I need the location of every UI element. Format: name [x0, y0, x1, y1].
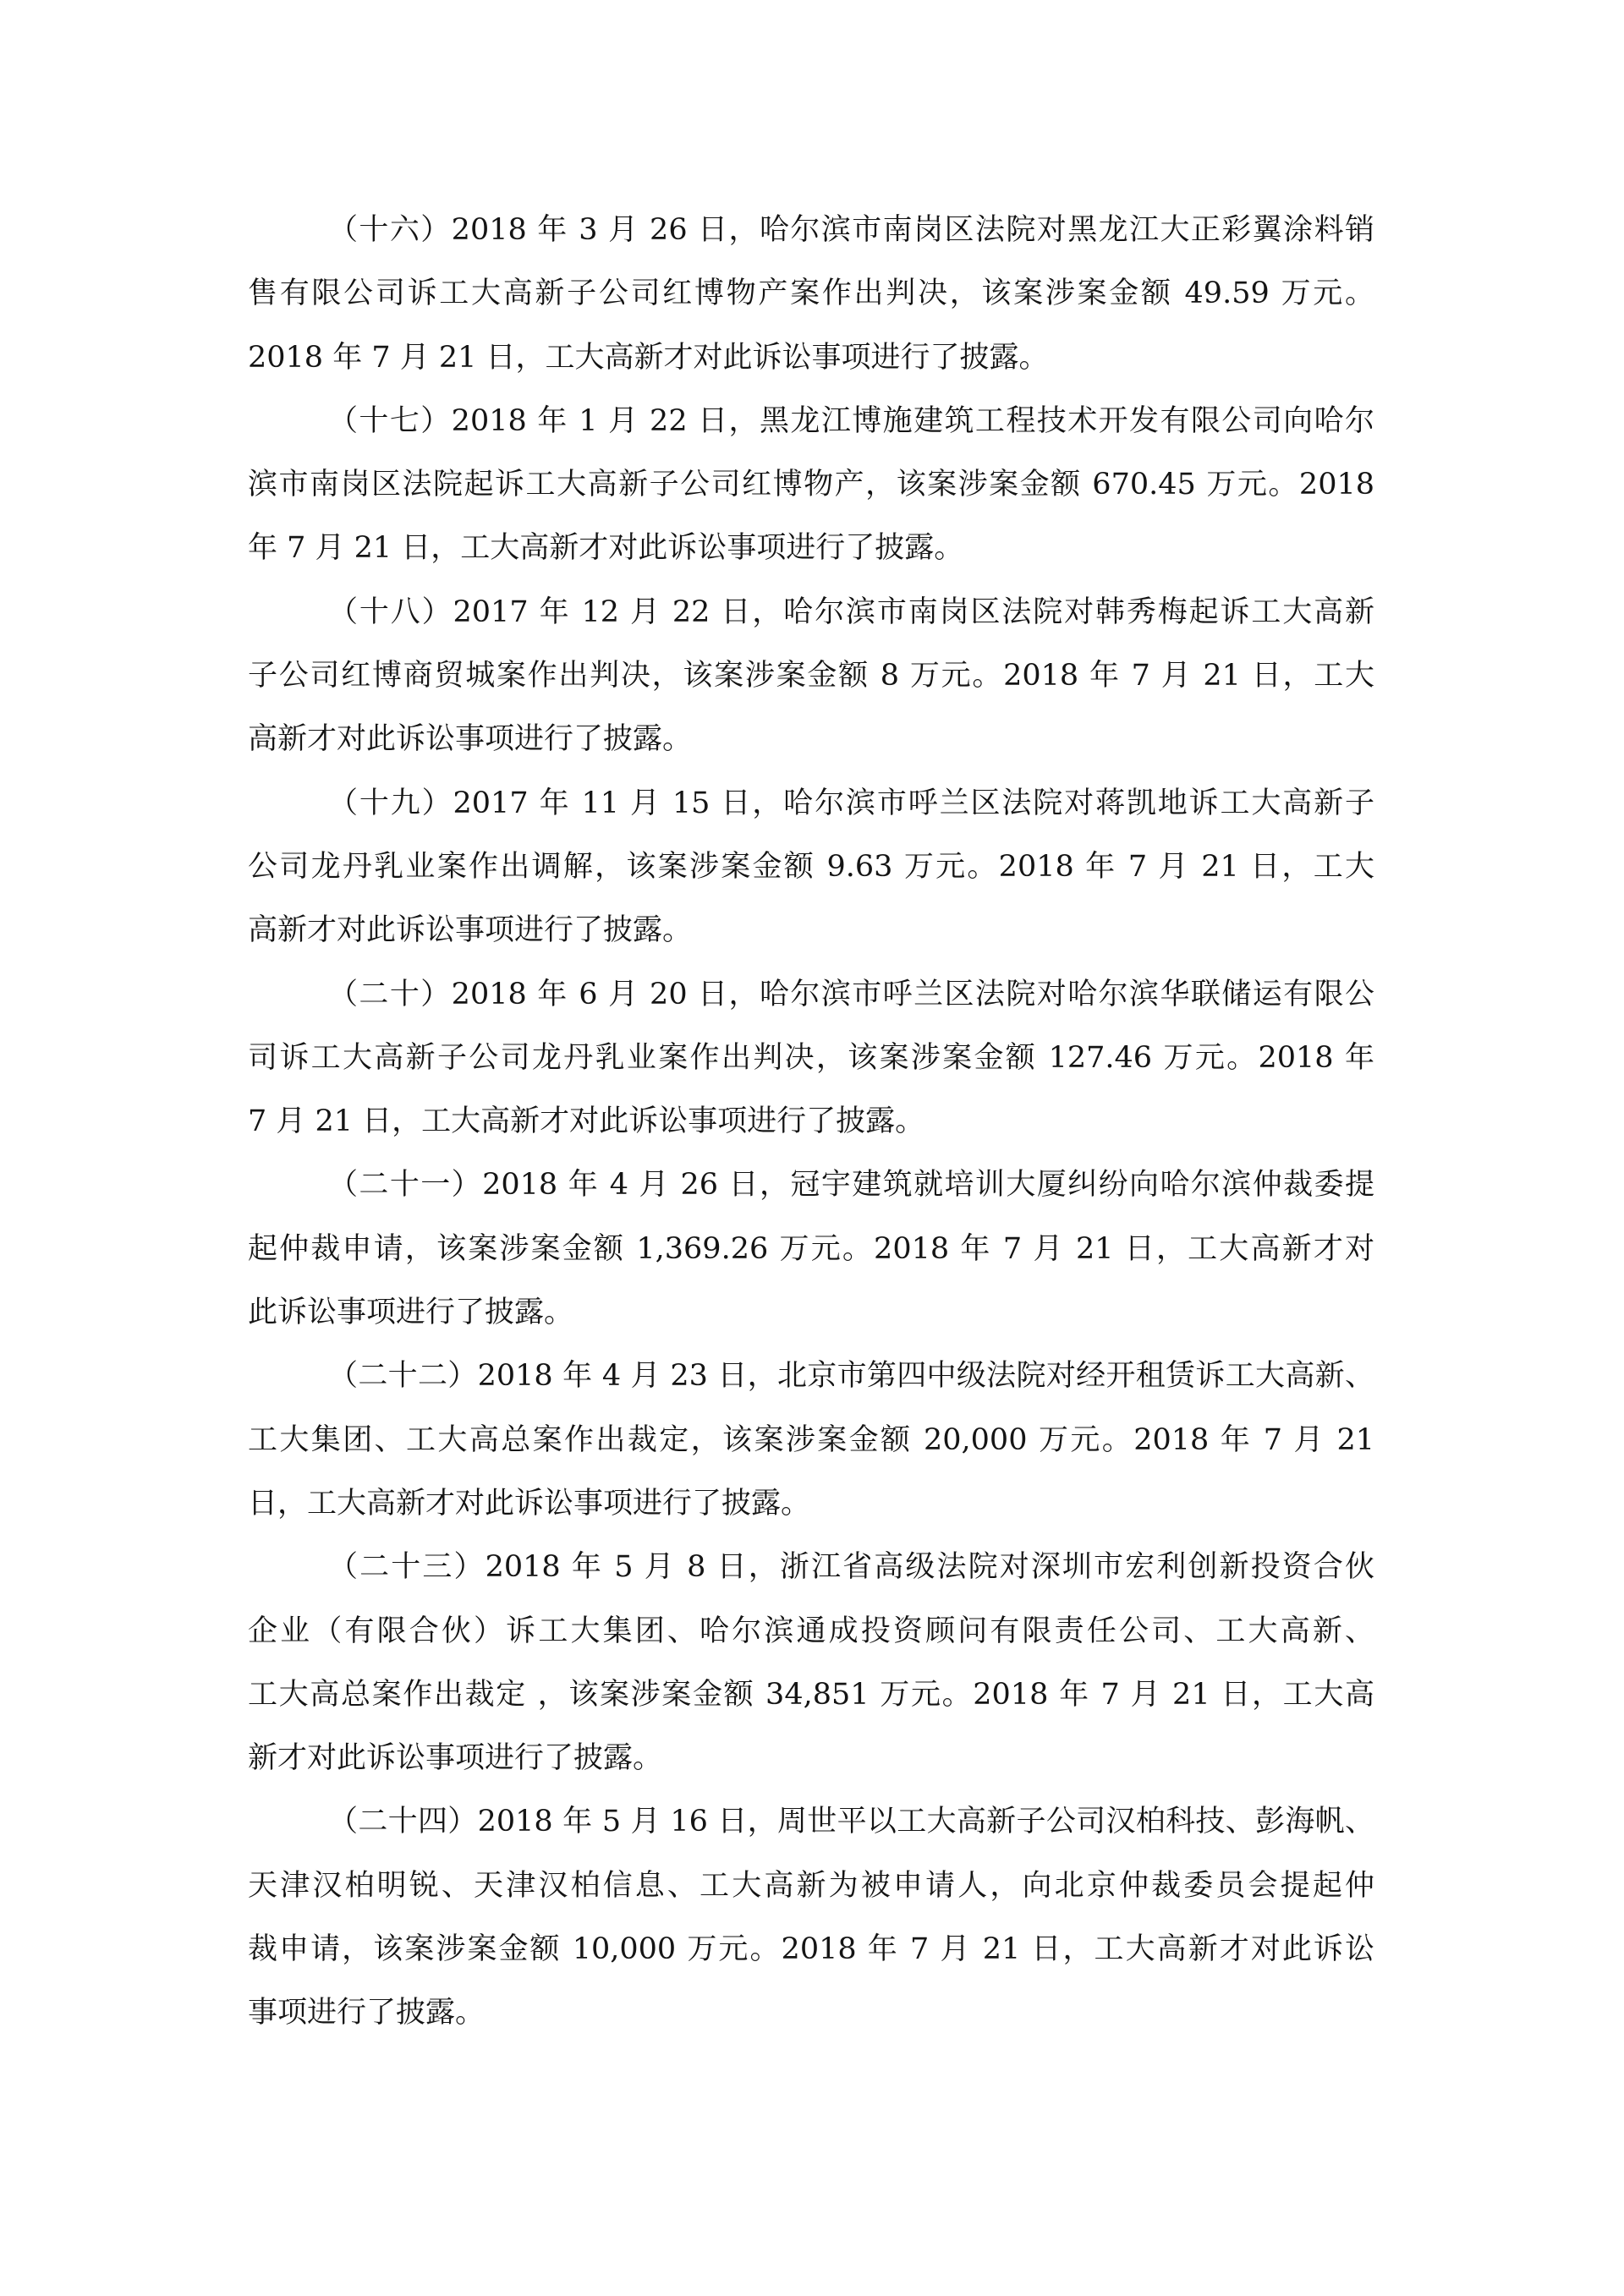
paragraph-line: 起仲裁申请，该案涉案金额 1,369.26 万元。2018 年 7 月 21 日，工大高新才对: [248, 1231, 1374, 1266]
paragraph-line: （十八）2017 年 12 月 22 日，哈尔滨市南岗区法院对韩秀梅起诉工大高新: [328, 595, 1374, 629]
paragraph-line: 日，工大高新才对此诉讼事项进行了披露。: [248, 1486, 811, 1521]
paragraph-line: 事项进行了披露。: [248, 1996, 486, 2030]
paragraph-line: （二十三）2018 年 5 月 8 日，浙江省高级法院对深圳市宏利创新投资合伙: [328, 1550, 1374, 1585]
paragraph-line: （二十二）2018 年 4 月 23 日，北京市第四中级法院对经开租赁诉工大高新、: [328, 1359, 1374, 1394]
paragraph-line: （二十一）2018 年 4 月 26 日，冠宇建筑就培训大厦纠纷向哈尔滨仲裁委提: [328, 1168, 1374, 1203]
paragraph-line: 新才对此诉讼事项进行了披露。: [248, 1741, 663, 1776]
paragraph-line: 工大高总案作出裁定 ，该案涉案金额 34,851 万元。2018 年 7 月 21 日，工大高: [248, 1677, 1374, 1712]
paragraph-line: 天津汉柏明锐、天津汉柏信息、工大高新为被申请人，向北京仲裁委员会提起仲: [248, 1868, 1374, 1903]
paragraph-18: [248, 581, 1374, 772]
paragraph-21: [248, 1153, 1374, 1345]
paragraph-22: [248, 1345, 1374, 1536]
paragraph-20: [248, 963, 1374, 1154]
paragraph-line: 司诉工大高新子公司龙丹乳业案作出判决，该案涉案金额 127.46 万元。2018 年: [248, 1040, 1374, 1075]
paragraph-line: （二十四）2018 年 5 月 16 日，周世平以工大高新子公司汉柏科技、彭海帆、: [328, 1805, 1374, 1839]
document-page: [248, 199, 1374, 2046]
paragraph-line: 滨市南岗区法院起诉工大高新子公司红博物产，该案涉案金额 670.45 万元。2018: [248, 468, 1374, 502]
paragraph-line: 企业（有限合伙）诉工大集团、哈尔滨通成投资顾问有限责任公司、工大高新、: [248, 1614, 1374, 1648]
paragraph-line: 工大集团、工大高总案作出裁定，该案涉案金额 20,000 万元。2018 年 7 月 21: [248, 1422, 1374, 1457]
paragraph-17: [248, 390, 1374, 581]
paragraph-line: 2018 年 7 月 21 日，工大高新才对此诉讼事项进行了披露。: [248, 340, 1049, 375]
paragraph-line: 此诉讼事项进行了披露。: [248, 1296, 574, 1330]
paragraph-line: 高新才对此诉讼事项进行了披露。: [248, 722, 693, 757]
paragraph-16: [248, 199, 1374, 390]
paragraph-line: 子公司红博商贸城案作出判决，该案涉案金额 8 万元。2018 年 7 月 21 日，工大: [248, 659, 1374, 693]
paragraph-line: （十九）2017 年 11 月 15 日，哈尔滨市呼兰区法院对蒋凯地诉工大高新子: [328, 786, 1374, 820]
paragraph-23: [248, 1536, 1374, 1790]
paragraph-line: 裁申请，该案涉案金额 10,000 万元。2018 年 7 月 21 日，工大高新才对此诉讼: [248, 1932, 1374, 1967]
paragraph-line: 7 月 21 日，工大高新才对此诉讼事项进行了披露。: [248, 1104, 925, 1139]
paragraph-19: [248, 772, 1374, 963]
paragraph-line: 年 7 月 21 日，工大高新才对此诉讼事项进行了披露。: [248, 531, 964, 566]
paragraph-line: （十七）2018 年 1 月 22 日，黑龙江博施建筑工程技术开发有限公司向哈尔: [328, 403, 1374, 438]
paragraph-line: 公司龙丹乳业案作出调解，该案涉案金额 9.63 万元。2018 年 7 月 21 日，工大: [248, 849, 1374, 884]
paragraph-line: 高新才对此诉讼事项进行了披露。: [248, 913, 693, 948]
paragraph-line: （十六）2018 年 3 月 26 日，哈尔滨市南岗区法院对黑龙江大正彩翼涂料销: [328, 213, 1374, 247]
paragraph-line: 售有限公司诉工大高新子公司红博物产案作出判决，该案涉案金额 49.59 万元。: [248, 277, 1374, 311]
paragraph-line: （二十）2018 年 6 月 20 日，哈尔滨市呼兰区法院对哈尔滨华联储运有限公: [328, 977, 1374, 1011]
paragraph-24: [248, 1790, 1374, 2045]
